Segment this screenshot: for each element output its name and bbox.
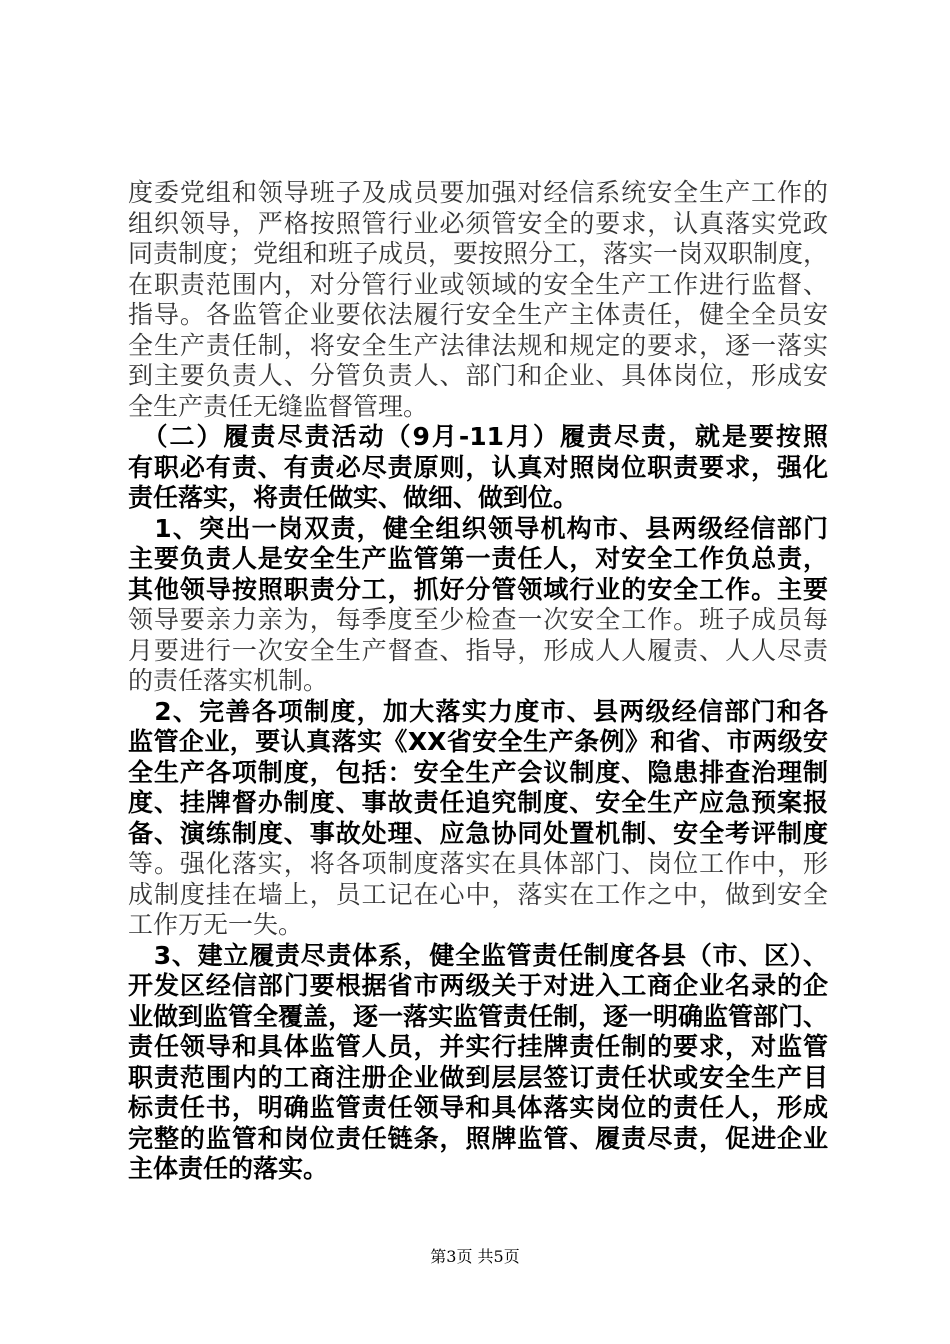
text-line: 2、完善各项制度，加大落实力度市、县两级经信部门和各 — [128, 696, 828, 726]
text-line: 业做到监管全覆盖，逐一落实监管责任制，逐一明确监管部门、 — [128, 1001, 828, 1031]
text-line: 指导。各监管企业要依法履行安全生产主体责任，健全全员安 — [128, 300, 828, 329]
text-line: 监管企业，要认真落实《XX省安全生产条例》和省、市两级安 — [128, 727, 828, 756]
text-line: 其他领导按照职责分工，抓好分管领域行业的安全工作。主要 — [128, 574, 828, 604]
text-line: 领导要亲力亲为，每季度至少检查一次安全工作。班子成员每 — [128, 605, 828, 634]
text-line: （二）履责尽责活动（9月-11月）履责尽责，就是要按照 — [128, 422, 828, 451]
text-line: 职责范围内的工商注册企业做到层层签订责任状或安全生产目 — [128, 1062, 828, 1092]
document-body — [128, 178, 828, 1185]
text-line: 组织领导，严格按照管行业必须管安全的要求，认真落实党政 — [128, 208, 828, 238]
text-line: 3、建立履责尽责体系，健全监管责任制度各县（市、区）、 — [128, 940, 828, 970]
text-line: 工作万无一失。 — [128, 910, 304, 939]
text-line: 全生产责任无缝监督管理。 — [128, 391, 429, 421]
text-line: 完整的监管和岗位责任链条，照牌监管、履责尽责，促进企业 — [128, 1123, 828, 1153]
page-footer: 第3页 共5页 — [430, 1247, 520, 1266]
text-line: 到主要负责人、分管负责人、部门和企业、具体岗位，形成安 — [128, 361, 828, 390]
text-line: 的责任落实机制。 — [128, 666, 329, 695]
text-line: 标责任书，明确监管责任领导和具体落实岗位的责任人，形成 — [128, 1093, 828, 1122]
text-line: 在职责范围内，对分管行业或领域的安全生产工作进行监督、 — [128, 269, 828, 299]
text-line: 1、突出一岗双责，健全组织领导机构市、县两级经信部门 — [128, 513, 828, 543]
text-line: 度、挂牌督办制度、事故责任追究制度、安全生产应急预案报 — [128, 788, 828, 817]
text-line: 月要进行一次安全生产督查、指导，形成人人履责、人人尽责 — [128, 635, 828, 665]
text-line: 全生产各项制度，包括：安全生产会议制度、隐患排查治理制 — [128, 757, 828, 787]
text-line: 责任领导和具体监管人员，并实行挂牌责任制的要求，对监管 — [128, 1032, 828, 1061]
text-line: 度委党组和领导班子及成员要加强对经信系统安全生产工作的 — [128, 178, 828, 207]
text-line: 主要负责人是安全生产监管第一责任人，对安全工作负总责， — [128, 544, 828, 573]
text-line: 备、演练制度、事故处理、应急协同处置机制、安全考评制度 — [128, 818, 828, 848]
text-line: 有职必有责、有责必尽责原则，认真对照岗位职责要求，强化 — [128, 452, 828, 482]
text-line: 等。强化落实，将各项制度落实在具体部门、岗位工作中，形 — [128, 849, 828, 878]
text-line: 同责制度；党组和班子成员，要按照分工，落实一岗双职制度， — [128, 239, 828, 268]
text-line: 全生产责任制，将安全生产法律法规和规定的要求，逐一落实 — [128, 330, 828, 360]
text-line: 成制度挂在墙上，员工记在心中，落实在工作之中，做到安全 — [128, 879, 828, 909]
text-line: 主体责任的落实。 — [128, 1154, 329, 1183]
text-line: 开发区经信部门要根据省市两级关于对进入工商企业名录的企 — [128, 971, 828, 1000]
text-line: 责任落实，将责任做实、做细、做到位。 — [128, 483, 579, 512]
